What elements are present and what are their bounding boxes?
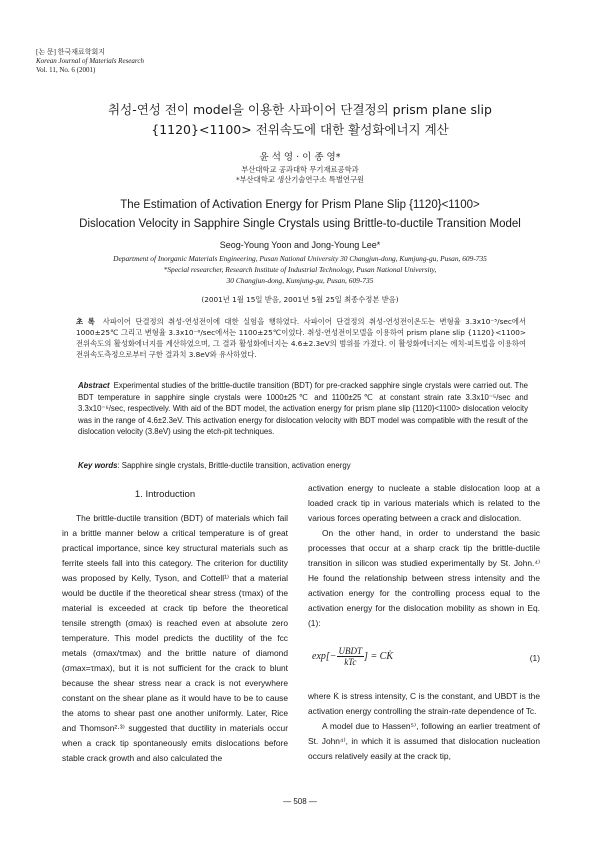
left-paragraph-1: The brittle-ductile transition (BDT) of materials which fail in a brittle manner below a critical temperature is of great practical importance, since key structural materials such as ferrite steels fall into this category. The criterion for ductility was proposed by Kelly, Tyson, and Cottell¹⁾ that a material would be ductile if the theoretical shear stress (τmax) of the material is exceeded at crack tip before the theoretical tensile strength (σmax) is reached even at absolute zero temperature. This model predicts the ductility of the fcc metals (σmax/τmax) and the brittle nature of diamond (σmax=τmax), but it is not sufficient for the crack to blunt because the shear stress near a crack is not everywhere constant on the shear plane as it would have to be to cause the atoms to shear past one another uniformly. Later, Rice and Thomson²·³⁾ suggested that ductility in materials occur when a crack tip spontaneously emits dislocations before stable crack growth and also calculated the	[62, 513, 288, 763]
journal-header	[36, 48, 144, 75]
journal-category: [논 문] 한국재료학회지	[36, 48, 106, 56]
right-column-continued	[308, 689, 540, 764]
english-title-line1: The Estimation of Activation Energy for Prism Plane Slip {1120}<1100>	[120, 199, 480, 211]
affiliation-line2: *Special researcher, Research Institute of Industrial Technology, Pusan National University,	[163, 265, 437, 274]
equation-rhs: ] = CK̇	[364, 650, 394, 662]
right-paragraph-2: On the other hand, in order to understand the basic processes that occur at a sharp crack tip the brittle-ductile transition in silicon was studied experimentally by St. John.⁴⁾ He found the relationship between stress intensity and the activation energy for the controlling process equal to the activation energy for the dislocation mobility as shown in Eq. (1):	[308, 528, 540, 628]
korean-abstract-label: 초 록	[76, 317, 95, 326]
keywords	[78, 460, 528, 471]
section-title: 1. Introduction	[134, 489, 196, 500]
korean-title-line2: {1120}<1100> 전위속도에 대한 활성화에너지 계산	[151, 122, 449, 137]
equation-number: (1)	[529, 653, 540, 663]
equation-numerator: UBDT	[338, 646, 363, 656]
korean-affiliation-1: 부산대학교 공과대학 무기재료공학과	[241, 165, 359, 174]
affiliation-line1: Department of Inorganic Materials Engineering, Pusan National University 30 Changjun-dong, Kumjung-gu, Pusan, 609-735	[113, 254, 487, 263]
english-title-line2: Dislocation Velocity in Sapphire Single Crystals using Brittle-to-ductile Transition Model	[79, 218, 521, 230]
equation-denominator: kTc	[344, 657, 357, 667]
equation-lhs: exp[−	[312, 650, 337, 662]
english-abstract	[78, 380, 528, 438]
received-dates: (2001년 1월 15일 받음, 2001년 5월 25일 최종수정본 받음)	[201, 295, 399, 304]
journal-volume: Vol. 11, No. 6 (2001)	[36, 66, 96, 74]
korean-title-line1: 취성-연성 전이 model을 이용한 사파이어 단결정의 prism plane slip	[108, 102, 492, 117]
equation-fraction	[337, 646, 365, 667]
page-number: — 508 —	[283, 797, 317, 806]
equation-1	[308, 646, 540, 676]
korean-authors: 윤 석 영 · 이 종 영*	[259, 152, 341, 163]
korean-affiliation-2: *부산대학교 생산기술연구소 특별연구원	[235, 175, 365, 184]
left-column	[62, 511, 288, 766]
korean-abstract-text: 사파이어 단결정의 취성-연성전이에 대한 실험을 행하였다. 사파이어 단결정의 취성-연성전이온도는 변형율 3.3x10⁻⁵/sec에서 1000±25℃ 그리고 변형율 3.3x10⁻⁶/sec에서는 1100±25℃이었다. 취성-연성전이모델을 이용하여 prism plane slip {1120}<1100> 전위속도의 활성화에너지를 계산하였으며, 그 결과 활성화에너지는 4.6±2.3eV의 범위를 가졌다. 이 활성화에너지는 에치-피트법을 이용하여 전위속도측정으로부터 구한 결과치 3.8eV와 유사하였다.	[76, 317, 526, 359]
right-paragraph-4: A model due to Hassen⁵⁾, following an earlier treatment of St. John⁴⁾, in which it is assumed that dislocation nucleation occurs relatively easily at the crack tip,	[308, 721, 540, 761]
journal-name: Korean Journal of Materials Research	[36, 57, 144, 65]
abstract-label: Abstract	[78, 381, 110, 390]
english-authors: Seog-Young Yoon and Jong-Young Lee*	[219, 240, 381, 250]
equation-body	[312, 646, 393, 667]
right-paragraph-3: where K̇ is stress intensity, C is the constant, and UBDT is the activation energy controlling the strain-rate dependence of Tc.	[308, 691, 540, 716]
right-column	[308, 481, 540, 631]
abstract-text: Experimental studies of the brittle-ductile transition (BDT) for pre-cracked sapphire single crystals were carried out. The BDT temperature in sapphire single crystals were 1000±25℃ and 1100±25℃ at constant strain rate 3.3x10⁻⁵/sec and 3.3x10⁻⁶/sec, respectively. With aid of the BDT model, the activation energy for prism plane slip {1120}<1100> dislocation velocity was in the range of 4.6±2.3eV. This activation energy for dislocation velocity with BDT model was compatible with the result of the dislocation velocity (3.8eV) using the etch-pit techniques.	[78, 381, 528, 436]
right-paragraph-1: activation energy to nucleate a stable dislocation loop at a loaded crack tip in various materials which is related to the various forces operating between a crack and dislocation.	[308, 483, 540, 523]
affiliation-line3: 30 Changjun-dong, Kumjung-gu, Pusan, 609-735	[226, 276, 374, 285]
keywords-label: Key words	[78, 461, 118, 470]
korean-abstract	[76, 316, 526, 360]
keywords-text: : Sapphire single crystals, Brittle-ductile transition, activation energy	[117, 461, 351, 470]
